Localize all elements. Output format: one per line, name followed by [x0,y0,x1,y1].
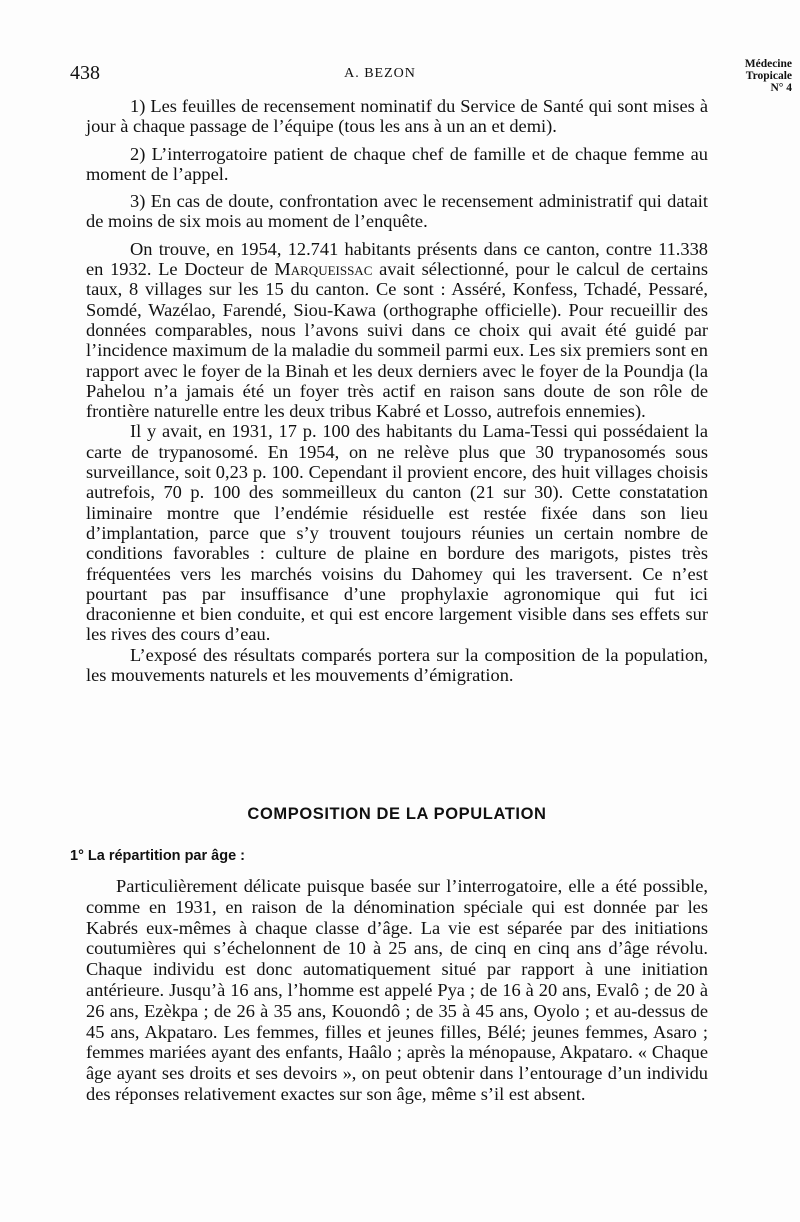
section-heading: COMPOSITION DE LA POPULATION [247,805,547,823]
paragraph-population-count [86,239,708,422]
paragraph-list-item-1: 1) Les feuilles de recensement nominatif du Service de Santé qui sont mises à jour à chaque passage de l’équipe (tous les ans à un an et demi). [86,96,708,137]
paragraph-expose: L’exposé des résultats comparés portera sur la composition de la population, les mouvements naturels et les mouvements d’émigration. [86,644,708,686]
running-head-author: A. BEZON [344,66,416,81]
paragraph-age-classes: Particulièrement délicate puisque basée sur l’interrogatoire, elle a été possible, comme en 1931, en raison de la dénomination spéciale qui est donnée par les Kabrés eux-mêmes à chaque classe d’âge. La vie est séparée par des initiations coutumières qui s’échelonnent de 10 à 25 ans, de cinq en cinq ans d’âge révolu. Chaque individu est donc automatiquement situé par rapport à une initiation antérieure. Jusqu’à 16 ans, l’homme est appelé Pya ; de 16 à 20 ans, Evalô ; de 20 à 26 ans, Ezèkpa ; de 26 à 35 ans, Kouondô ; de 35 à 45 ans, Oyolo ; et au-dessus de 45 ans, Akpataro. Les femmes, filles et jeunes filles, Bélé; jeunes femmes, Asaro ; femmes mariées ayant des enfants, Haâlo ; après la ménopause, Akpataro. « Chaque âge ayant ses droits et ses devoirs », on peut obtenir dans l’entourage d’un individu des réponses relativement exactes sur son âge, même s’il est absent. [86,876,708,1104]
paragraph-population-count-part-2: avait sélectionné, pour le calcul de certains taux, 8 villages sur les 15 du canton. Ce sont : Asséré, Konfess, Tchadé, Pessaré, Somdé, Wazélao, Farendé, Siou-Kawa (orthographe officielle). Pour recueillir des données comparables, nous l’avons suivi dans ce choix qui avait été guidé par l’incidence maximum de la maladie du sommeil parmi eux. Les six premiers sont en rapport avec le foyer de la Binah et les deux derniers avec le foyer de la Poundja (la Pahelou n’a jamais été un foyer très actif en raison sans doute de son rôle de frontière naturelle entre les deux tribus Kabré et Losso, autrefois ennemies). [86,259,708,422]
author-name-marqueissac: Marqueissac [274,259,373,280]
body-text-bottom [86,876,708,1105]
paragraph-list-item-3: 3) En cas de doute, confrontation avec le recensement administratif qui datait de moins de six mois au moment de l’enquête. [86,191,708,232]
paragraph-population-count-part-1: On trouve, en 1954, 12.741 habitants présents dans ce canton, contre 11.338 en 1932. Le Docteur de [86,238,708,280]
journal-tag-line-1: Médecine [744,58,792,70]
journal-tag [745,58,792,94]
journal-tag-line-3: N° 4 [770,82,792,94]
body-text-top [86,96,708,685]
paragraph-trypanosome: Il y avait, en 1931, 17 p. 100 des habitants du Lama-Tessi qui possédaient la carte de trypanosomé. En 1954, on ne relève plus que 30 trypanosomés sous surveillance, soit 0,23 p. 100. Cependant il provient encore, des huit villages choisis autrefois, 70 p. 100 des sommeilleux du canton (21 sur 30). Cette constatation liminaire montre que l’endémie résiduelle est restée fixée dans son lieu d’implantation, parce que s’y trouvent toujours réunies un certain nombre de conditions favorables : culture de plaine en bordure des marigots, pistes très fréquentées vers les marchés voisins du Dahomey qui les traversent. Ce n’est pourtant pas par insuffisance d’une prophylaxie agronomique qui fut ici draconienne et bien conduite, et qui est encore largement visible dans ses effets sur les rives des cours d’eau. [86,421,708,645]
subsection-heading: 1° La répartition par âge : [70,848,246,864]
journal-tag-line-2: Tropicale [745,70,792,82]
page-number: 438 [70,62,100,84]
paragraph-list-item-2: 2) L’interrogatoire patient de chaque chef de famille et de chaque femme au moment de l’appel. [86,143,708,184]
